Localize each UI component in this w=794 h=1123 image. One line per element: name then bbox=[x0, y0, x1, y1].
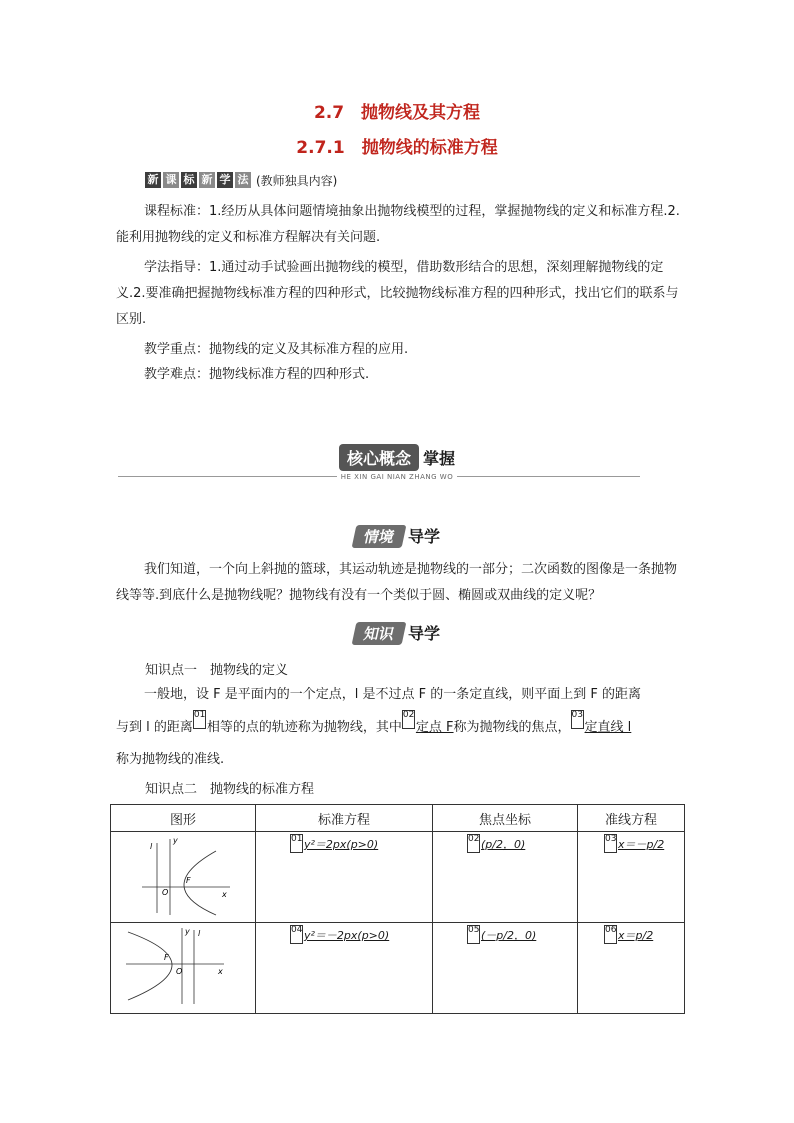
table-header-row bbox=[111, 805, 685, 832]
pinyin: HE XIN GAI NIAN ZHANG WO bbox=[0, 473, 794, 481]
label-o: O bbox=[162, 888, 169, 897]
blank-marker[interactable]: 05 bbox=[467, 925, 480, 944]
situation-label: 情境 bbox=[352, 525, 407, 548]
parabola-left-graph bbox=[112, 924, 254, 1008]
standard-equation-table bbox=[110, 804, 685, 1014]
table-row bbox=[111, 832, 685, 923]
core-label: 核心概念 bbox=[339, 444, 419, 471]
col-header: 焦点坐标 bbox=[433, 805, 578, 832]
situation-label-right: 导学 bbox=[408, 527, 441, 546]
core-concept-header bbox=[0, 444, 794, 471]
teaching-difficulty: 教学难点：抛物线标准方程的四种形式. bbox=[144, 367, 370, 382]
blank-marker[interactable]: 01 bbox=[193, 710, 206, 729]
parabola-curve bbox=[128, 932, 172, 1000]
blank-marker[interactable]: 04 bbox=[290, 925, 303, 944]
badge-char: 法 bbox=[235, 172, 251, 188]
col-header: 准线方程 bbox=[578, 805, 685, 832]
label-y: y bbox=[173, 836, 178, 845]
knowledge-label: 知识 bbox=[352, 622, 407, 645]
col-header: 图形 bbox=[111, 805, 256, 832]
kp1-line2: 与到 l 的距离01相等的点的轨迹称为抛物线，其中02定点 F称为抛物线的焦点，03定直线 l bbox=[116, 710, 632, 735]
badge-char: 新 bbox=[145, 172, 161, 188]
label-o: O bbox=[176, 967, 183, 976]
badge bbox=[145, 171, 337, 189]
knowledge-label-right: 导学 bbox=[408, 624, 441, 643]
title: 2.7 抛物线及其方程 bbox=[313, 103, 481, 123]
badge-note: (教师独具内容) bbox=[256, 173, 338, 188]
label-y: y bbox=[185, 927, 190, 936]
label-f: F bbox=[164, 953, 169, 962]
focus-cell: 02 (p/2，0) bbox=[433, 832, 578, 923]
kp1-line3: 称为抛物线的准线. bbox=[116, 752, 225, 767]
graph-cell bbox=[111, 923, 256, 1014]
situation-header bbox=[0, 524, 794, 548]
label-f: F bbox=[186, 876, 191, 885]
label-x: x bbox=[222, 890, 227, 899]
knowledge-header bbox=[0, 621, 794, 645]
directrix-cell: 03 x＝－p/2 bbox=[578, 832, 685, 923]
col-header: 标准方程 bbox=[256, 805, 433, 832]
badge-char: 课 bbox=[163, 172, 179, 188]
badge-char: 学 bbox=[217, 172, 233, 188]
blank-marker[interactable]: 02 bbox=[467, 834, 480, 853]
subtitle: 2.7.1 抛物线的标准方程 bbox=[296, 138, 498, 158]
focus-cell: 05 (－p/2，0) bbox=[433, 923, 578, 1014]
kp1-title: 知识点一 抛物线的定义 bbox=[145, 663, 289, 678]
situation-text: 我们知道，一个向上斜抛的篮球，其运动轨迹是抛物线的一部分；二次函数的图像是一条抛物线等等.到底什么是抛物线呢？抛物线有没有一个类似于圆、椭圆或双曲线的定义呢？ bbox=[116, 562, 678, 603]
equation-cell: 04 y²＝－2px(p>0) bbox=[256, 923, 433, 1014]
directrix-cell: 06 x＝p/2 bbox=[578, 923, 685, 1014]
blank-marker[interactable]: 03 bbox=[571, 710, 584, 729]
blank-marker[interactable]: 03 bbox=[604, 834, 617, 853]
badge-char: 新 bbox=[199, 172, 215, 188]
blank-marker[interactable]: 02 bbox=[402, 710, 415, 729]
graph-cell bbox=[111, 832, 256, 923]
core-label-right: 掌握 bbox=[423, 449, 456, 468]
parabola-right-graph bbox=[112, 833, 254, 917]
equation-cell: 01 y²＝2px(p>0) bbox=[256, 832, 433, 923]
badge-char: 标 bbox=[181, 172, 197, 188]
blank-marker[interactable]: 01 bbox=[290, 834, 303, 853]
label-l: l bbox=[198, 929, 201, 938]
label-l: l bbox=[150, 842, 153, 851]
course-standard: 课程标准：1.经历从具体问题情境抽象出抛物线模型的过程，掌握抛物线的定义和标准方程.2.能利用抛物线的定义和标准方程解决有关问题. bbox=[116, 204, 680, 245]
blank-marker[interactable]: 06 bbox=[604, 925, 617, 944]
label-x: x bbox=[218, 967, 223, 976]
teaching-focus: 教学重点：抛物线的定义及其标准方程的应用. bbox=[144, 342, 409, 357]
kp2-title: 知识点二 抛物线的标准方程 bbox=[145, 782, 315, 797]
study-guide: 学法指导：1.通过动手试验画出抛物线的模型，借助数形结合的思想，深刻理解抛物线的定义.2.要准确把握抛物线标准方程的四种形式，比较抛物线标准方程的四种形式，找出它们的联系与区别. bbox=[116, 260, 679, 327]
table-row bbox=[111, 923, 685, 1014]
kp1-line1: 一般地，设 F 是平面内的一个定点，l 是不过点 F 的一条定直线，则平面上到 F 的距离 bbox=[144, 687, 641, 702]
